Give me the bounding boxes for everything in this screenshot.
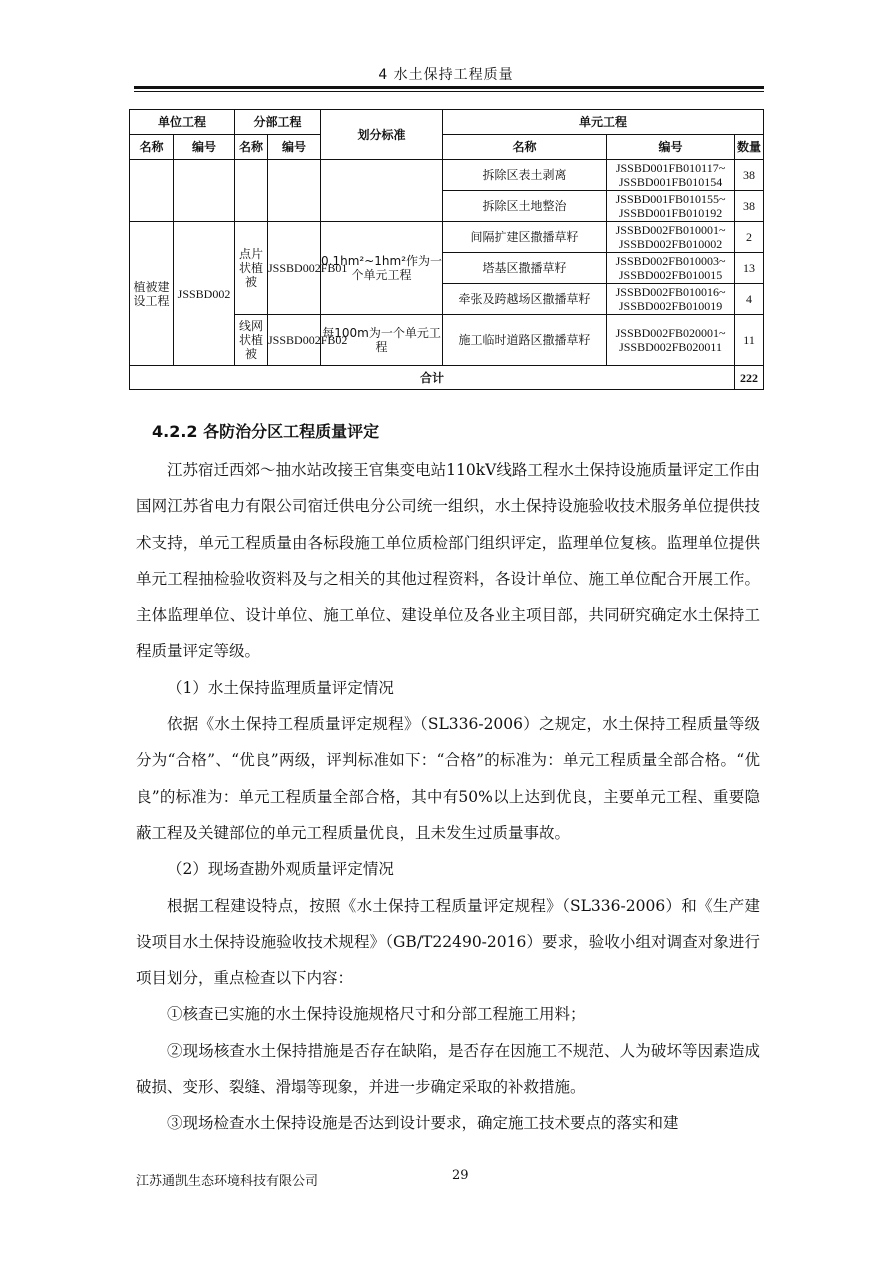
sub1-code-cell: JSSBD002FB01 — [268, 222, 321, 315]
element-code: JSSBD002FB020001~ JSSBD002FB020011 — [607, 315, 735, 366]
table-total-row — [130, 366, 764, 390]
header-rule-thick — [134, 86, 764, 89]
header-element-count: 数量 — [735, 135, 764, 160]
table-row — [130, 222, 764, 253]
paragraph: （1）水土保持监理质量评定情况 — [167, 678, 394, 697]
sub2-name-cell: 线网状植被 — [235, 315, 268, 366]
header-unit-name: 名称 — [130, 135, 174, 160]
sub1-name-cell: 点片状植被 — [235, 222, 268, 315]
header-sub-code: 编号 — [268, 135, 321, 160]
element-count: 13 — [735, 253, 764, 284]
footer-company: 江苏通凯生态环境科技有限公司 — [136, 1174, 319, 1189]
sub2-code-cell: JSSBD002FB02 — [268, 315, 321, 366]
header-element-name: 名称 — [443, 135, 607, 160]
element-code: JSSBD002FB010001~ JSSBD002FB010002 — [607, 222, 735, 253]
table-row — [130, 160, 764, 191]
element-code: JSSBD002FB010003~ JSSBD002FB010015 — [607, 253, 735, 284]
header-unit-code: 编号 — [174, 135, 235, 160]
sub1-standard-cell: 0.1hm²~1hm²作为一个单元工程 — [321, 222, 443, 315]
total-value: 222 — [735, 366, 764, 390]
paragraph: （2）现场查勘外观质量评定情况 — [167, 860, 394, 879]
paragraph: ③现场检查水土保持设施是否达到设计要求，确定施工技术要点的落实和建 — [167, 1114, 679, 1133]
header-unit-project: 单位工程 — [130, 110, 235, 135]
paragraph: 江苏宿迁西郊～抽水站改接王官集变电站110kV线路工程水土保持设施质量评定工作由国网江苏省电力有限公司宿迁供电分公司统一组织，水土保持设施验收技术服务单位提供技术支持，单元工程质量由各标段施工单位质检部门组织评定，监理单位复核。监理单位提供单元工程抽检验收资料及与之相关的其他过程资料，各设计单位、施工单位配合开展工作。主体监理单位、设计单位、施工单位、建设单位及各业主项目部，共同研究确定水土保持工程质量评定等级。 — [136, 461, 760, 661]
element-name: 间隔扩建区撒播草籽 — [443, 222, 607, 253]
sub2-standard-cell: 每100m为一个单元工程 — [321, 315, 443, 366]
paragraph: 依据《水土保持工程质量评定规程》（SL336-2006）之规定，水土保持工程质量等级分为“合格”、“优良”两级，评判标准如下：“合格”的标准为：单元工程质量全部合格。“优良”的标准为：单元工程质量全部合格，其中有50%以上达到优良，主要单元工程、重要隐蔽工程及关键部位的单元工程质量优良，且未发生过质量事故。 — [136, 715, 760, 842]
element-name: 牵张及跨越场区撒播草籽 — [443, 284, 607, 315]
page-number: 29 — [452, 1168, 469, 1183]
header-rule-thin — [134, 91, 764, 92]
element-name: 塔基区撒播草籽 — [443, 253, 607, 284]
element-name: 施工临时道路区撒播草籽 — [443, 315, 607, 366]
paragraph: ②现场核查水土保持措施是否存在缺陷，是否存在因施工不规范、人为破坏等因素造成破损、变形、裂缝、滑塌等现象，并进一步确定采取的补救措施。 — [136, 1041, 760, 1097]
element-code: JSSBD002FB010016~ JSSBD002FB010019 — [607, 284, 735, 315]
empty-cell — [268, 160, 321, 222]
element-name: 拆除区表土剥离 — [443, 160, 607, 191]
empty-cell — [174, 160, 235, 222]
element-code: JSSBD001FB010117~ JSSBD001FB010154 — [607, 160, 735, 191]
header-sub-name: 名称 — [235, 135, 268, 160]
element-count: 38 — [735, 191, 764, 222]
empty-cell — [235, 160, 268, 222]
paragraph: 根据工程建设特点，按照《水土保持工程质量评定规程》（SL336-2006）和《生产建设项目水土保持设施验收技术规程》（GB/T22490-2016）要求，验收小组对调查对象进行项目划分，重点检查以下内容： — [136, 896, 760, 988]
element-code: JSSBD001FB010155~ JSSBD001FB010192 — [607, 191, 735, 222]
element-count: 38 — [735, 160, 764, 191]
header-element-code: 编号 — [607, 135, 735, 160]
page-header-title: 4 水土保持工程质量 — [378, 67, 514, 83]
header-division-standard: 划分标准 — [321, 110, 443, 160]
element-count: 2 — [735, 222, 764, 253]
element-count: 4 — [735, 284, 764, 315]
unit-code-cell: JSSBD002 — [174, 222, 235, 366]
header-sub-project: 分部工程 — [235, 110, 321, 135]
element-count: 11 — [735, 315, 764, 366]
empty-cell — [321, 160, 443, 222]
section-heading: 4.2.2 各防治分区工程质量评定 — [152, 422, 380, 441]
total-label: 合计 — [130, 366, 735, 390]
header-element-project: 单元工程 — [443, 110, 764, 135]
element-name: 拆除区土地整治 — [443, 191, 607, 222]
unit-division-table — [129, 109, 764, 390]
unit-name-cell: 植被建设工程 — [130, 222, 174, 366]
paragraph: ①核查已实施的水土保持设施规格尺寸和分部工程施工用料； — [167, 1005, 586, 1024]
body-text — [136, 452, 760, 1142]
empty-cell — [130, 160, 174, 222]
